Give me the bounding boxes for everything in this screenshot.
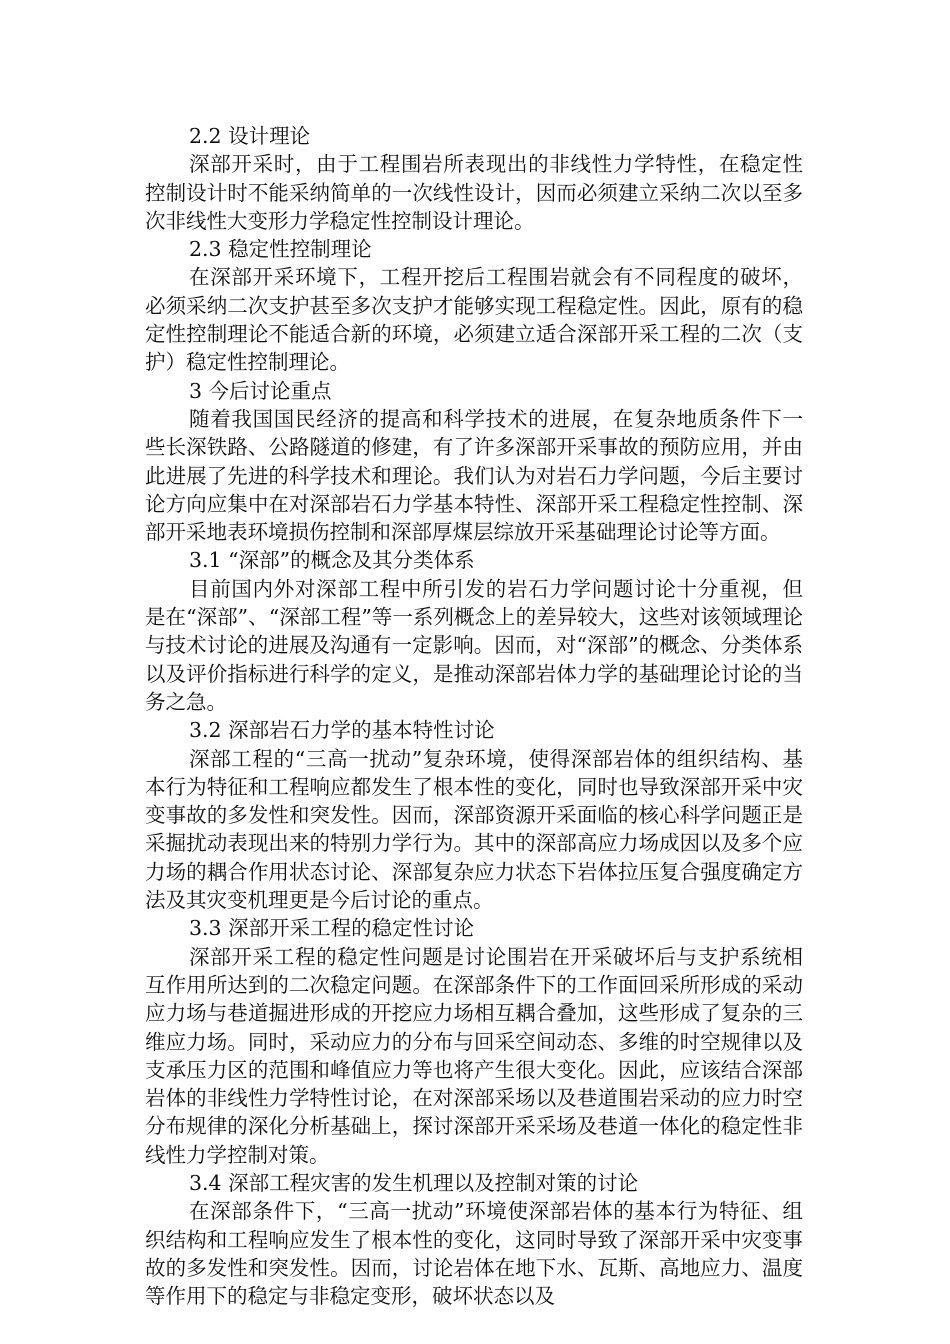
section-3-1 xyxy=(145,546,803,716)
document-body xyxy=(145,122,803,1310)
section-heading: 3.4 深部工程灾害的发生机理以及控制对策的讨论 xyxy=(189,1170,639,1195)
section-heading: 3.3 深部开采工程的稳定性讨论 xyxy=(189,916,475,941)
section-paragraph: 在深部开采环境下，工程开挖后工程围岩就会有不同程度的破坏，必须采纳二次支护甚至多次支护才能够实现工程稳定性。因此，原有的稳定性控制理论不能适合新的环境，必须建立适合深部开采工程的二次（支护）稳定性控制理论。 xyxy=(145,265,803,375)
section-heading: 3.1 “深部”的概念及其分类体系 xyxy=(189,548,475,573)
section-3-2 xyxy=(145,716,803,914)
section-2-2 xyxy=(145,122,803,235)
section-paragraph: 目前国内外对深部工程中所引发的岩石力学问题讨论十分重视，但是在“深部”、“深部工程”等一系列概念上的差异较大，这些对该领域理论与技术讨论的进展及沟通有一定影响。因而，对“深部”的概念、分类体系以及评价指标进行科学的定义，是推动深部岩体力学的基础理论讨论的当务之急。 xyxy=(145,576,803,714)
section-paragraph: 深部工程的“三高一扰动”复杂环境，使得深部岩体的组织结构、基本行为特征和工程响应都发生了根本性的变化，同时也导致深部开采中灾变事故的多发性和突发性。因而，深部资源开采面临的核心科学问题正是采掘扰动表现出来的特别力学行为。其中的深部高应力场成因以及多个应力场的耦合作用状态讨论、深部复杂应力状态下岩体拉压复合强度确定方法及其灾变机理更是今后讨论的重点。 xyxy=(145,746,803,913)
section-3 xyxy=(145,377,803,547)
section-paragraph: 在深部条件下，“三高一扰动”环境使深部岩体的基本行为特征、组织结构和工程响应发生了根本性的变化，这同时导致了深部开采中灾变事故的多发性和突发性。因而，讨论岩体在地下水、瓦斯、高地应力、温度等作用下的稳定与非稳定变形，破坏状态以及 xyxy=(145,1199,803,1309)
section-3-3 xyxy=(145,914,803,1169)
section-heading: 3 今后讨论重点 xyxy=(189,378,332,403)
section-paragraph: 深部开采工程的稳定性问题是讨论围岩在开采破坏后与支护系统相互作用所达到的二次稳定问题。在深部条件下的工作面回采所形成的采动应力场与巷道掘进形成的开挖应力场相互耦合叠加，这些形成了复杂的三维应力场。同时，采动应力的分布与回采空间动态、多维的时空规律以及支承压力区的范围和峰值应力等也将产生很大变化。因此，应该结合深部岩体的非线性力学特性讨论，在对深部采场以及巷道围岩采动的应力时空分布规律的深化分析基础上，探讨深部开采采场及巷道一体化的稳定性非线性力学控制对策。 xyxy=(145,944,803,1167)
section-heading: 2.2 设计理论 xyxy=(189,124,311,148)
section-paragraph: 随着我国国民经济的提高和科学技术的进展，在复杂地质条件下一些长深铁路、公路隧道的修建，有了许多深部开采事故的预防应用，并由此进展了先进的科学技术和理论。我们认为对岩石力学问题，今后主要讨论方向应集中在对深部岩石力学基本特性、深部开采工程稳定性控制、深部开采地表环境损伤控制和深部厚煤层综放开采基础理论讨论等方面。 xyxy=(145,406,803,545)
section-3-4 xyxy=(145,1169,803,1310)
section-2-3 xyxy=(145,235,803,376)
section-paragraph: 深部开采时，由于工程围岩所表现出的非线性力学特性，在稳定性控制设计时不能采纳简单的一次线性设计，因而必须建立采纳二次以至多次非线性大变形力学稳定性控制设计理论。 xyxy=(145,152,803,233)
section-heading: 3.2 深部岩石力学的基本特性讨论 xyxy=(189,718,495,743)
section-heading: 2.3 稳定性控制理论 xyxy=(189,237,372,262)
